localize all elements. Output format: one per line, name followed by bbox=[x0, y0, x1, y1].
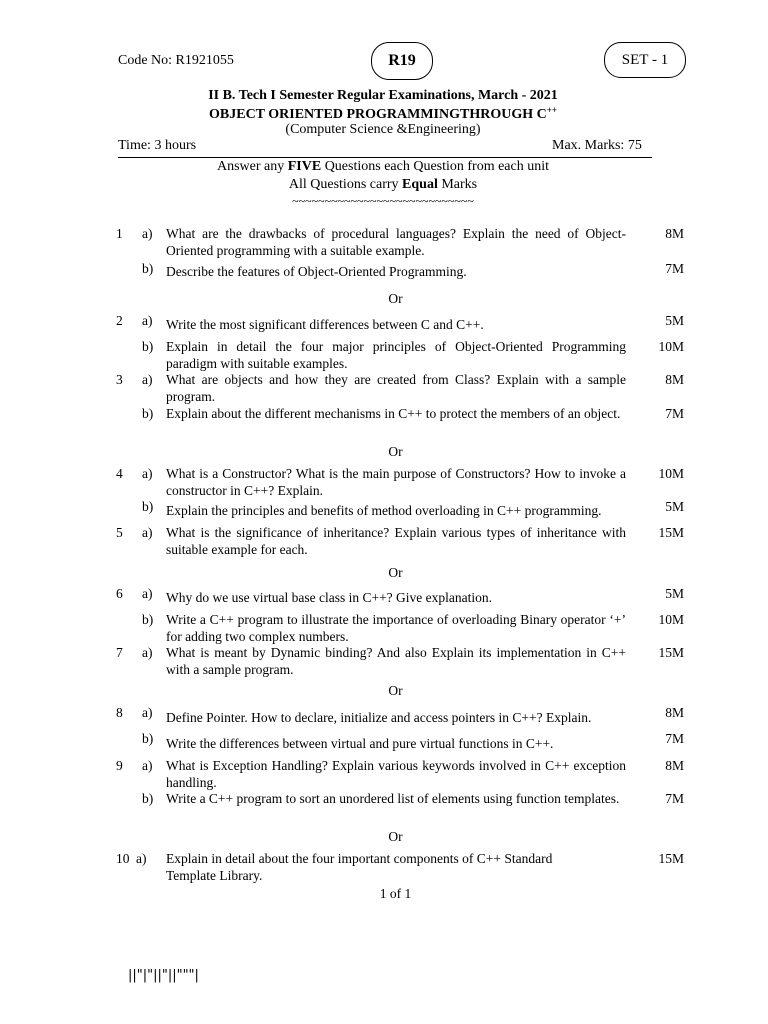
question-number: 5 bbox=[116, 525, 123, 540]
question-part: b) bbox=[142, 791, 154, 806]
question-marks: 10M bbox=[658, 612, 684, 627]
or-separator: Or bbox=[388, 291, 403, 306]
or-separator: Or bbox=[388, 565, 403, 580]
question-marks: 15M bbox=[658, 525, 684, 540]
question-part: b) bbox=[142, 499, 154, 514]
question-text: Explain in detail the four major principles of Object-Oriented Programming paradigm with suitable examples. bbox=[166, 339, 626, 371]
question-text: Describe the features of Object-Oriented Programming. bbox=[166, 264, 467, 279]
instruction-line-2: All Questions carry Equal Marks bbox=[288, 177, 478, 192]
question-part: b) bbox=[142, 339, 154, 354]
question-text: Define Pointer. How to declare, initialize and access pointers in C++? Explain. bbox=[166, 710, 592, 725]
question-part: a) bbox=[142, 645, 153, 660]
question-text: Explain in detail about the four important components of C++ Standard Template Library. bbox=[166, 851, 553, 883]
question-marks: 7M bbox=[665, 406, 684, 421]
question-marks: 10M bbox=[658, 339, 684, 354]
question-part: a) bbox=[142, 758, 153, 773]
or-separator: Or bbox=[388, 444, 403, 459]
question-marks: 10M bbox=[658, 466, 684, 481]
question-text: Write the most significant differences between C and C++. bbox=[166, 317, 484, 332]
question-marks: 7M bbox=[665, 731, 684, 746]
question-marks: 8M bbox=[665, 226, 684, 241]
question-marks: 5M bbox=[665, 499, 684, 514]
question-marks: 8M bbox=[665, 372, 684, 387]
time-allowed: Time: 3 hours bbox=[118, 138, 197, 153]
question-text: What are the drawbacks of procedural languages? Explain the need of Object-Oriented programming with a suitable example. bbox=[166, 226, 626, 258]
question-number: 7 bbox=[116, 645, 123, 660]
question-marks: 15M bbox=[658, 645, 684, 660]
tilde-divider: ~~~~~~~~~~~~~~~~~~~~~~~~~~~~ bbox=[292, 194, 474, 208]
question-part: a) bbox=[142, 226, 153, 241]
question-number: 3 bbox=[116, 372, 123, 387]
question-marks: 7M bbox=[665, 791, 684, 806]
question-part: b) bbox=[142, 406, 154, 421]
question-marks: 7M bbox=[665, 261, 684, 276]
question-part: a) bbox=[142, 586, 153, 601]
regulation-badge: R19 bbox=[371, 42, 433, 80]
code-number: Code No: R1921055 bbox=[118, 53, 234, 68]
question-text: Write a C++ program to sort an unordered list of elements using function templates. bbox=[166, 791, 620, 806]
question-part: a) bbox=[142, 705, 153, 720]
question-part: a) bbox=[142, 525, 153, 540]
question-part: a) bbox=[142, 372, 153, 387]
question-marks: 5M bbox=[665, 313, 684, 328]
question-text: What is meant by Dynamic binding? And also Explain its implementation in C++ with a sample program. bbox=[166, 645, 626, 677]
question-part: a) bbox=[136, 851, 147, 866]
question-number: 4 bbox=[116, 466, 123, 481]
max-marks: Max. Marks: 75 bbox=[552, 138, 642, 153]
question-marks: 15M bbox=[658, 851, 684, 866]
question-part: b) bbox=[142, 612, 154, 627]
question-text: What is a Constructor? What is the main purpose of Constructors? How to invoke a constructor in C++? Explain. bbox=[166, 466, 626, 498]
question-number: 2 bbox=[116, 313, 123, 328]
question-part: a) bbox=[142, 466, 153, 481]
question-part: b) bbox=[142, 261, 154, 276]
question-text: What are objects and how they are created from Class? Explain with a sample program. bbox=[166, 372, 626, 404]
exam-title: II B. Tech I Semester Regular Examinations, March - 2021 bbox=[208, 88, 558, 103]
question-marks: 8M bbox=[665, 758, 684, 773]
or-separator: Or bbox=[388, 683, 403, 698]
question-text: Explain the principles and benefits of method overloading in C++ programming. bbox=[166, 503, 602, 518]
question-part: a) bbox=[142, 313, 153, 328]
question-marks: 5M bbox=[665, 586, 684, 601]
question-number: 6 bbox=[116, 586, 123, 601]
question-text: What is Exception Handling? Explain various keywords involved in C++ exception handling. bbox=[166, 758, 626, 790]
header-divider bbox=[118, 157, 652, 158]
barcode: ||"|"||"||"""| bbox=[128, 968, 199, 983]
question-text: Explain about the different mechanisms in C++ to protect the members of an object. bbox=[166, 406, 621, 421]
instruction-line-1: Answer any FIVE Questions each Question from each unit bbox=[216, 159, 550, 174]
branch: (Computer Science &Engineering) bbox=[285, 122, 481, 137]
page-number: 1 of 1 bbox=[379, 886, 412, 901]
question-part: b) bbox=[142, 731, 154, 746]
or-separator: Or bbox=[388, 829, 403, 844]
subject-title: OBJECT ORIENTED PROGRAMMINGTHROUGH C++ bbox=[209, 105, 557, 122]
question-marks: 8M bbox=[665, 705, 684, 720]
set-badge: SET - 1 bbox=[604, 42, 686, 78]
question-number: 10 bbox=[116, 851, 130, 866]
question-text: What is the significance of inheritance? Explain various types of inheritance with suitable example for each. bbox=[166, 525, 626, 557]
question-text: Write a C++ program to illustrate the importance of overloading Binary operator ‘+’ for adding two complex numbers. bbox=[166, 612, 626, 644]
question-number: 8 bbox=[116, 705, 123, 720]
question-number: 1 bbox=[116, 226, 123, 241]
question-text: Why do we use virtual base class in C++? Give explanation. bbox=[166, 590, 493, 605]
question-number: 9 bbox=[116, 758, 123, 773]
question-text: Write the differences between virtual and pure virtual functions in C++. bbox=[166, 736, 554, 751]
